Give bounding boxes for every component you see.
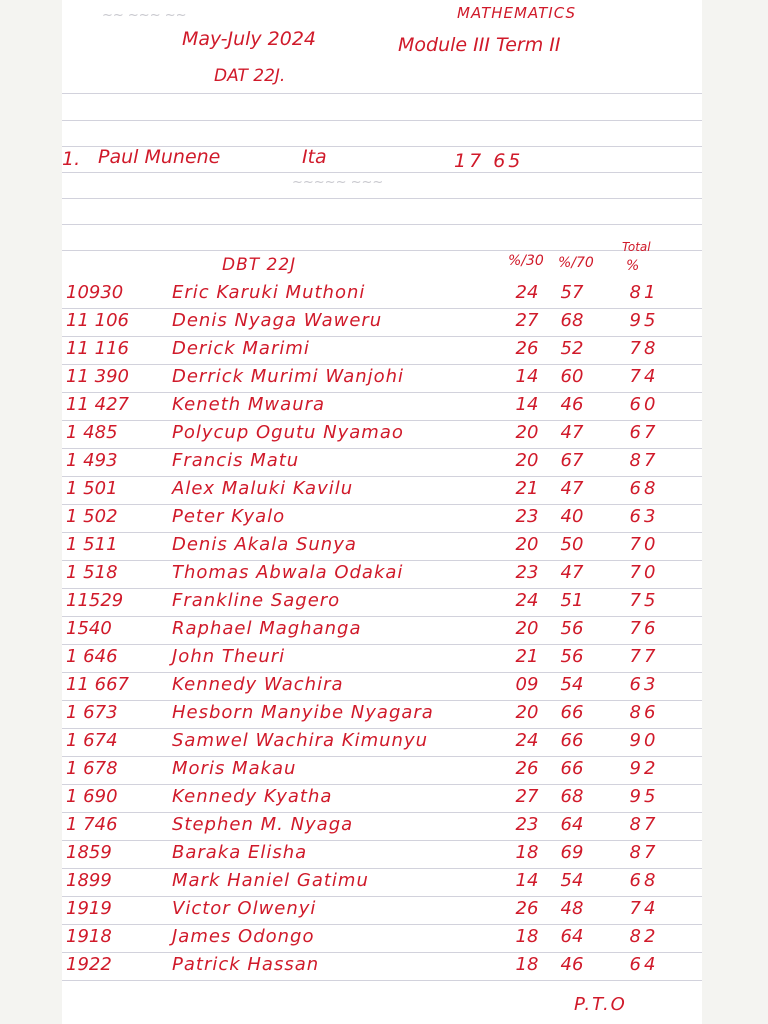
admission-number: 1 485	[66, 422, 118, 443]
score-a: 27	[515, 310, 539, 331]
ruled-line	[62, 420, 702, 421]
ruled-line	[62, 616, 702, 617]
table-row	[62, 646, 702, 674]
ruled-line	[62, 952, 702, 953]
table-row	[62, 478, 702, 506]
score-b: 46	[560, 954, 584, 975]
score-a: 23	[515, 506, 539, 527]
score-total: 63	[629, 674, 659, 695]
admission-number: 11 427	[66, 394, 129, 415]
student-name: Victor Olwenyi	[172, 898, 317, 919]
admission-number: 1 501	[66, 478, 118, 499]
ruled-line	[62, 700, 702, 701]
admission-number: 1922	[66, 954, 112, 975]
score-total: 86	[629, 702, 659, 723]
score-total: 74	[629, 366, 659, 387]
student-name: Francis Matu	[172, 450, 300, 471]
score-b: 47	[560, 562, 584, 583]
admission-number: 1 511	[66, 534, 118, 555]
score-a: 26	[515, 898, 539, 919]
score-total: 64	[629, 954, 659, 975]
student-name: Derrick Murimi Wanjohi	[172, 366, 405, 387]
ruled-line	[62, 120, 702, 121]
admission-number: 1918	[66, 926, 112, 947]
admission-number: 11529	[66, 590, 124, 611]
student-name: Baraka Elisha	[172, 842, 308, 863]
score-total: 78	[629, 338, 659, 359]
admission-number: 1859	[66, 842, 112, 863]
ruled-line	[62, 588, 702, 589]
score-b: 67	[560, 450, 584, 471]
table-row	[62, 618, 702, 646]
score-a: 23	[515, 814, 539, 835]
score-b: 57	[560, 282, 584, 303]
score-b: 68	[560, 786, 584, 807]
score-total: 68	[629, 870, 659, 891]
student-name: Mark Haniel Gatimu	[172, 870, 369, 891]
student-name: Raphael Maghanga	[172, 618, 362, 639]
score-total: 87	[629, 814, 659, 835]
student-name: Polycup Ogutu Nyamao	[172, 422, 404, 443]
notebook-page	[62, 0, 702, 1024]
score-a: 20	[515, 618, 539, 639]
entry-name: Paul Munene	[98, 146, 221, 168]
score-b: 54	[560, 674, 584, 695]
table-row	[62, 394, 702, 422]
score-a: 21	[515, 478, 539, 499]
ruled-line	[62, 924, 702, 925]
bleed-through-mark: ~~ ~~~ ~~	[102, 8, 187, 23]
column-header-b: %/70	[558, 255, 594, 271]
student-name: Kennedy Kyatha	[172, 786, 333, 807]
table-row	[62, 730, 702, 758]
table-row	[62, 702, 702, 730]
score-total: 76	[629, 618, 659, 639]
admission-number: 11 667	[66, 674, 129, 695]
score-total: 95	[629, 310, 659, 331]
period-label: May-July 2024	[182, 28, 317, 50]
score-b: 48	[560, 898, 584, 919]
score-b: 50	[560, 534, 584, 555]
table-row	[62, 842, 702, 870]
score-b: 66	[560, 758, 584, 779]
score-b: 47	[560, 422, 584, 443]
student-name: Hesborn Manyibe Nyagara	[172, 702, 434, 723]
admission-number: 1 646	[66, 646, 118, 667]
student-name: Alex Maluki Kavilu	[172, 478, 354, 499]
table-row	[62, 366, 702, 394]
table-row	[62, 814, 702, 842]
score-b: 69	[560, 842, 584, 863]
score-a: 24	[515, 730, 539, 751]
table-row	[62, 674, 702, 702]
table-row	[62, 926, 702, 954]
table-row	[62, 954, 702, 982]
score-total: 67	[629, 422, 659, 443]
score-a: 20	[515, 534, 539, 555]
score-b: 56	[560, 646, 584, 667]
student-name: John Theuri	[172, 646, 286, 667]
ruled-line	[62, 392, 702, 393]
score-a: 23	[515, 562, 539, 583]
score-b: 64	[560, 814, 584, 835]
score-b: 51	[560, 590, 584, 611]
score-b: 47	[560, 478, 584, 499]
admission-number: 1 502	[66, 506, 118, 527]
ruled-line	[62, 532, 702, 533]
admission-number: 1919	[66, 898, 112, 919]
score-b: 60	[560, 366, 584, 387]
module-term-label: Module III Term II	[398, 34, 561, 56]
ruled-line	[62, 308, 702, 309]
ruled-line	[62, 560, 702, 561]
score-total: 68	[629, 478, 659, 499]
ruled-line	[62, 224, 702, 225]
column-header-total: Total	[622, 240, 651, 254]
subject-title: MATHEMATICS	[457, 4, 577, 22]
admission-number: 1 518	[66, 562, 118, 583]
bleed-through-mark: ~~~~~ ~~~	[292, 175, 384, 190]
score-total: 95	[629, 786, 659, 807]
score-a: 18	[515, 926, 539, 947]
score-total: 77	[629, 646, 659, 667]
table-row	[62, 338, 702, 366]
admission-number: 1 493	[66, 450, 118, 471]
student-name: Moris Makau	[172, 758, 297, 779]
score-a: 18	[515, 842, 539, 863]
score-a: 26	[515, 338, 539, 359]
table-row	[62, 450, 702, 478]
score-total: 60	[629, 394, 659, 415]
admission-number: 1 746	[66, 814, 118, 835]
student-name: Frankline Sagero	[172, 590, 341, 611]
student-name: Eric Karuki Muthoni	[172, 282, 366, 303]
admission-number: 1 678	[66, 758, 118, 779]
ruled-line	[62, 672, 702, 673]
score-b: 56	[560, 618, 584, 639]
score-a: 20	[515, 702, 539, 723]
ruled-line	[62, 198, 702, 199]
student-name: Stephen M. Nyaga	[172, 814, 354, 835]
score-a: 24	[515, 282, 539, 303]
score-a: 26	[515, 758, 539, 779]
student-name: Denis Nyaga Waweru	[172, 310, 383, 331]
ruled-line	[62, 980, 702, 981]
admission-number: 1 674	[66, 730, 118, 751]
admission-number: 10930	[66, 282, 124, 303]
table-row	[62, 506, 702, 534]
student-name: James Odongo	[172, 926, 315, 947]
score-a: 14	[515, 870, 539, 891]
table-row	[62, 282, 702, 310]
score-b: 54	[560, 870, 584, 891]
student-name: Patrick Hassan	[172, 954, 320, 975]
ruled-line	[62, 812, 702, 813]
table-row	[62, 898, 702, 926]
ruled-line	[62, 896, 702, 897]
score-b: 52	[560, 338, 584, 359]
student-name: Samwel Wachira Kimunyu	[172, 730, 429, 751]
table-row	[62, 786, 702, 814]
score-total: 81	[629, 282, 659, 303]
table-row	[62, 590, 702, 618]
score-total: 87	[629, 450, 659, 471]
admission-number: 11 116	[66, 338, 129, 359]
score-b: 68	[560, 310, 584, 331]
ruled-line	[62, 336, 702, 337]
score-total: 74	[629, 898, 659, 919]
ruled-line	[62, 644, 702, 645]
student-name: Denis Akala Sunya	[172, 534, 357, 555]
score-a: 18	[515, 954, 539, 975]
student-name: Derick Marimi	[172, 338, 310, 359]
ruled-line	[62, 476, 702, 477]
score-a: 14	[515, 366, 539, 387]
ruled-line	[62, 250, 702, 251]
admission-number: 11 106	[66, 310, 129, 331]
entry-tag: Ita	[302, 146, 327, 168]
score-total: 70	[629, 534, 659, 555]
score-b: 40	[560, 506, 584, 527]
ruled-line	[62, 504, 702, 505]
score-b: 46	[560, 394, 584, 415]
table-row	[62, 870, 702, 898]
table-row	[62, 534, 702, 562]
score-b: 66	[560, 702, 584, 723]
score-a: 20	[515, 450, 539, 471]
table-row	[62, 310, 702, 338]
entry-number: 1.	[62, 148, 81, 170]
ruled-line	[62, 364, 702, 365]
score-b: 64	[560, 926, 584, 947]
entry-score: 17 65	[454, 150, 524, 172]
score-total: 92	[629, 758, 659, 779]
student-name: Peter Kyalo	[172, 506, 286, 527]
score-total: 90	[629, 730, 659, 751]
admission-number: 1 690	[66, 786, 118, 807]
table-row	[62, 758, 702, 786]
ruled-line	[62, 448, 702, 449]
score-a: 09	[515, 674, 539, 695]
score-total: 75	[629, 590, 659, 611]
score-a: 21	[515, 646, 539, 667]
class-label: DAT 22J.	[214, 66, 286, 86]
score-total: 82	[629, 926, 659, 947]
ruled-line	[62, 93, 702, 94]
table-title: DBT 22J	[222, 255, 297, 275]
admission-number: 1540	[66, 618, 112, 639]
ruled-line	[62, 784, 702, 785]
column-header-a: %/30	[508, 253, 544, 269]
admission-number: 1899	[66, 870, 112, 891]
score-a: 27	[515, 786, 539, 807]
student-name: Kennedy Wachira	[172, 674, 344, 695]
pto-note: P.T.O	[574, 994, 627, 1015]
ruled-line	[62, 756, 702, 757]
score-total: 70	[629, 562, 659, 583]
ruled-line	[62, 840, 702, 841]
score-a: 20	[515, 422, 539, 443]
ruled-line	[62, 172, 702, 173]
ruled-line	[62, 728, 702, 729]
score-a: 14	[515, 394, 539, 415]
column-header-total-unit: %	[626, 258, 640, 274]
table-row	[62, 422, 702, 450]
score-total: 63	[629, 506, 659, 527]
score-total: 87	[629, 842, 659, 863]
score-b: 66	[560, 730, 584, 751]
admission-number: 11 390	[66, 366, 129, 387]
admission-number: 1 673	[66, 702, 118, 723]
ruled-line	[62, 868, 702, 869]
student-name: Keneth Mwaura	[172, 394, 326, 415]
table-row	[62, 562, 702, 590]
student-name: Thomas Abwala Odakai	[172, 562, 404, 583]
score-a: 24	[515, 590, 539, 611]
